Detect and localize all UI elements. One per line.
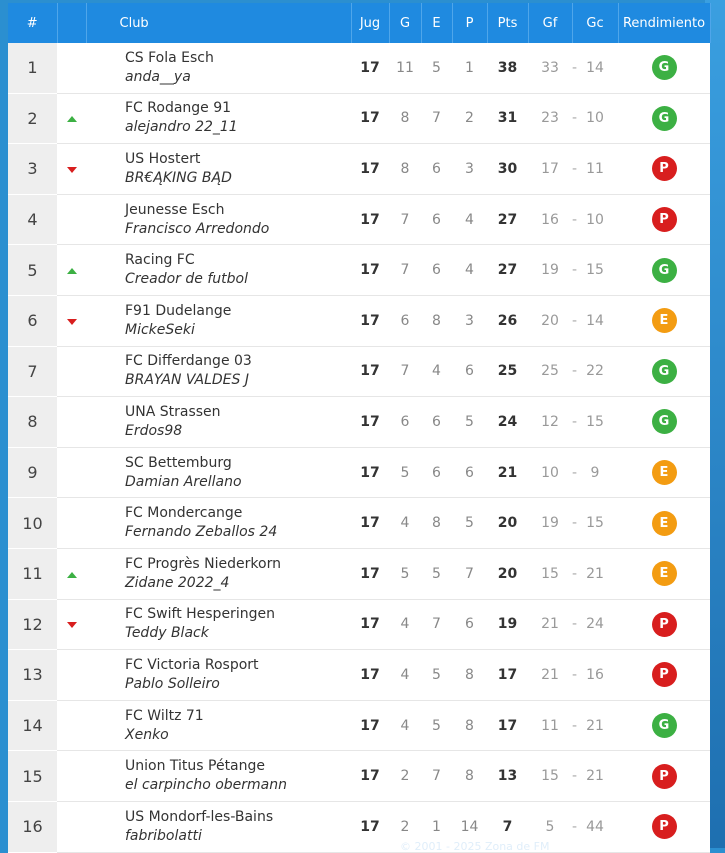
won-cell: 7	[389, 194, 421, 245]
trend-cell	[57, 700, 86, 751]
won-cell: 2	[389, 801, 421, 852]
table-body	[8, 43, 710, 852]
trend-cell	[57, 295, 86, 346]
coach-name[interactable]: Creador de futbol	[125, 271, 248, 288]
drawn-cell: 8	[421, 295, 452, 346]
trend-down-icon	[67, 622, 77, 628]
played-cell: 17	[351, 498, 389, 549]
points-cell: 27	[487, 245, 528, 296]
table-row[interactable]: 12 FC Swift Hesperingen Teddy Black 17 4 7 6 19 21 - 24 P	[8, 599, 710, 650]
table-row[interactable]: 5 Racing FC Creador de futbol 17 7 6 4 27 19 - 15 G	[8, 245, 710, 296]
table-row[interactable]: 14 FC Wiltz 71 Xenko 17 4 5 8 17 11 - 21 G	[8, 700, 710, 751]
coach-name[interactable]: Xenko	[125, 726, 169, 743]
club-cell	[125, 447, 351, 498]
table-row[interactable]: 2 FC Rodange 91 alejandro 22_11 17 8 7 2 31 23 - 10 G	[8, 93, 710, 144]
played-cell: 17	[351, 599, 389, 650]
trend-down-icon	[67, 167, 77, 173]
lost-cell: 5	[452, 397, 487, 448]
drawn-cell: 6	[421, 194, 452, 245]
coach-name[interactable]: Fernando Zeballos 24	[125, 524, 278, 541]
trend-cell	[57, 397, 86, 448]
trend-cell	[57, 498, 86, 549]
lost-cell: 2	[452, 93, 487, 144]
performance-badge: E	[652, 308, 677, 333]
lost-cell: 3	[452, 144, 487, 195]
table-row[interactable]: 1 CS Fola Esch anda__ya 17 11 5 1 38 33 - 14 G	[8, 43, 710, 93]
club-cell	[125, 295, 351, 346]
trend-up-icon	[67, 268, 77, 274]
rendimiento-cell	[618, 43, 710, 93]
drawn-cell: 1	[421, 801, 452, 852]
points-cell: 38	[487, 43, 528, 93]
header-rendimiento[interactable]: Rendimiento	[618, 3, 710, 43]
club-cell	[125, 93, 351, 144]
table-row[interactable]: 10 FC Mondercange Fernando Zeballos 24 17 4 8 5 20 19 - 15 E	[8, 498, 710, 549]
goals-for-cell: 33	[528, 43, 572, 93]
performance-badge: P	[652, 207, 677, 232]
coach-name[interactable]: Pablo Solleiro	[125, 675, 220, 692]
performance-badge: G	[652, 713, 677, 738]
club-name[interactable]: Union Titus Pétange	[125, 758, 266, 775]
goals-against-cell: 44	[572, 801, 618, 852]
points-cell: 17	[487, 700, 528, 751]
drawn-cell: 5	[421, 548, 452, 599]
goals-for-cell: 12	[528, 397, 572, 448]
played-cell: 17	[351, 194, 389, 245]
goals-for-cell: 5	[528, 801, 572, 852]
points-cell: 20	[487, 548, 528, 599]
table-row[interactable]: 7 FC Differdange 03 BRAYAN VALDES J 17 7 4 6 25 25 - 22 G	[8, 346, 710, 397]
club-crest	[86, 295, 125, 346]
position-cell: 13	[8, 650, 57, 701]
goals-for-cell: 10	[528, 447, 572, 498]
trend-cell	[57, 447, 86, 498]
club-name[interactable]: FC Progrès Niederkorn	[125, 555, 281, 572]
table-row[interactable]: 3 US Hostert BR€ĄKING BĄD 17 8 6 3 30 17 - 11 P	[8, 144, 710, 195]
club-crest	[86, 548, 125, 599]
club-crest	[86, 346, 125, 397]
rendimiento-cell	[618, 751, 710, 802]
coach-name[interactable]: Francisco Arredondo	[125, 220, 270, 237]
won-cell: 8	[389, 144, 421, 195]
club-name[interactable]: FC Mondercange	[125, 505, 243, 522]
rendimiento-cell	[618, 700, 710, 751]
points-cell: 20	[487, 498, 528, 549]
points-cell: 30	[487, 144, 528, 195]
goals-for-cell: 19	[528, 245, 572, 296]
rendimiento-cell	[618, 548, 710, 599]
table-row[interactable]: 9 SC Bettemburg Damian Arellano 17 5 6 6 21 10 - 9 E	[8, 447, 710, 498]
trend-cell	[57, 548, 86, 599]
table-row[interactable]: 15 Union Titus Pétange el carpincho obermann 17 2 7 8 13 15 - 21 P	[8, 751, 710, 802]
won-cell: 4	[389, 498, 421, 549]
performance-badge: P	[652, 612, 677, 637]
trend-cell	[57, 245, 86, 296]
coach-name[interactable]: Teddy Black	[125, 625, 209, 642]
club-cell	[125, 43, 351, 93]
coach-name[interactable]: BRAYAN VALDES J	[125, 372, 249, 389]
points-cell: 31	[487, 93, 528, 144]
goals-against-cell: 10	[572, 194, 618, 245]
goals-for-cell: 20	[528, 295, 572, 346]
won-cell: 11	[389, 43, 421, 93]
position-cell: 9	[8, 447, 57, 498]
points-cell: 26	[487, 295, 528, 346]
won-cell: 4	[389, 650, 421, 701]
club-crest	[86, 447, 125, 498]
performance-badge: G	[652, 55, 677, 80]
won-cell: 2	[389, 751, 421, 802]
won-cell: 5	[389, 447, 421, 498]
club-name[interactable]: CS Fola Esch	[125, 49, 214, 66]
club-name[interactable]: FC Rodange 91	[125, 100, 232, 117]
club-crest	[86, 700, 125, 751]
club-cell	[125, 801, 351, 852]
club-crest	[86, 245, 125, 296]
trend-up-icon	[67, 116, 77, 122]
club-name[interactable]: SC Bettemburg	[125, 454, 232, 471]
club-crest	[86, 397, 125, 448]
header-g[interactable]: G	[389, 3, 421, 43]
position-cell: 11	[8, 548, 57, 599]
performance-badge: E	[652, 561, 677, 586]
goals-against-cell: 24	[572, 599, 618, 650]
goals-against-cell: 11	[572, 144, 618, 195]
lost-cell: 4	[452, 245, 487, 296]
club-cell	[125, 700, 351, 751]
rendimiento-cell	[618, 245, 710, 296]
played-cell: 17	[351, 144, 389, 195]
table-row[interactable]: 13 FC Victoria Rosport Pablo Solleiro 17 4 5 8 17 21 - 16 P	[8, 650, 710, 701]
club-crest	[86, 801, 125, 852]
drawn-cell: 6	[421, 447, 452, 498]
goals-against-cell: 15	[572, 245, 618, 296]
won-cell: 4	[389, 700, 421, 751]
won-cell: 4	[389, 599, 421, 650]
club-name[interactable]: F91 Dudelange	[125, 302, 232, 319]
rendimiento-cell	[618, 144, 710, 195]
goals-for-cell: 19	[528, 498, 572, 549]
position-cell: 7	[8, 346, 57, 397]
points-cell: 13	[487, 751, 528, 802]
header-gf[interactable]: Gf	[528, 3, 572, 43]
goals-for-cell: 15	[528, 548, 572, 599]
performance-badge: G	[652, 409, 677, 434]
drawn-cell: 7	[421, 93, 452, 144]
performance-badge: E	[652, 511, 677, 536]
club-crest	[86, 751, 125, 802]
position-cell: 10	[8, 498, 57, 549]
trend-cell	[57, 801, 86, 852]
lost-cell: 1	[452, 43, 487, 93]
goals-for-cell: 17	[528, 144, 572, 195]
performance-badge: P	[652, 662, 677, 687]
played-cell: 17	[351, 751, 389, 802]
played-cell: 17	[351, 447, 389, 498]
drawn-cell: 4	[421, 346, 452, 397]
points-cell: 7	[487, 801, 528, 852]
position-cell: 15	[8, 751, 57, 802]
coach-name[interactable]: MickeSeki	[125, 321, 195, 338]
lost-cell: 8	[452, 650, 487, 701]
trend-cell	[57, 43, 86, 93]
club-crest	[86, 194, 125, 245]
table-row[interactable]: 6 F91 Dudelange MickeSeki 17 6 8 3 26 20 - 14 E	[8, 295, 710, 346]
position-cell: 6	[8, 295, 57, 346]
lost-cell: 8	[452, 751, 487, 802]
goals-for-cell: 11	[528, 700, 572, 751]
header-jug[interactable]: Jug	[351, 3, 389, 43]
coach-name[interactable]: BR€ĄKING BĄD	[125, 169, 232, 186]
trend-up-icon	[67, 572, 77, 578]
header-gc[interactable]: Gc	[572, 3, 618, 43]
rendimiento-cell	[618, 295, 710, 346]
performance-badge: E	[652, 460, 677, 485]
club-crest	[86, 43, 125, 93]
lost-cell: 14	[452, 801, 487, 852]
goals-against-cell: 22	[572, 346, 618, 397]
rendimiento-cell	[618, 346, 710, 397]
position-cell: 16	[8, 801, 57, 852]
club-crest	[86, 93, 125, 144]
rendimiento-cell	[618, 194, 710, 245]
coach-name[interactable]: alejandro 22_11	[125, 119, 238, 136]
played-cell: 17	[351, 801, 389, 852]
goals-against-cell: 9	[572, 447, 618, 498]
goals-against-cell: 21	[572, 700, 618, 751]
goals-for-cell: 16	[528, 194, 572, 245]
lost-cell: 6	[452, 447, 487, 498]
rendimiento-cell	[618, 801, 710, 852]
lost-cell: 5	[452, 498, 487, 549]
performance-badge: P	[652, 764, 677, 789]
coach-name[interactable]: Damian Arellano	[125, 473, 242, 490]
footer-copyright: © 2001 - 2025 Zona de FM	[400, 840, 550, 853]
rendimiento-cell	[618, 447, 710, 498]
goals-against-cell: 15	[572, 498, 618, 549]
won-cell: 7	[389, 346, 421, 397]
goals-against-cell: 14	[572, 295, 618, 346]
trend-cell	[57, 599, 86, 650]
played-cell: 17	[351, 245, 389, 296]
performance-badge: G	[652, 359, 677, 384]
position-cell: 2	[8, 93, 57, 144]
goals-for-cell: 23	[528, 93, 572, 144]
club-name[interactable]: US Mondorf-les-Bains	[125, 808, 274, 825]
lost-cell: 7	[452, 548, 487, 599]
played-cell: 17	[351, 43, 389, 93]
trend-cell	[57, 346, 86, 397]
won-cell: 6	[389, 397, 421, 448]
position-cell: 8	[8, 397, 57, 448]
trend-cell	[57, 93, 86, 144]
club-name[interactable]: UNA Strassen	[125, 403, 221, 420]
points-cell: 25	[487, 346, 528, 397]
goals-against-cell: 10	[572, 93, 618, 144]
played-cell: 17	[351, 346, 389, 397]
goals-against-cell: 14	[572, 43, 618, 93]
rendimiento-cell	[618, 650, 710, 701]
goals-against-cell: 16	[572, 650, 618, 701]
position-cell: 1	[8, 43, 57, 93]
header-club[interactable]: Club	[86, 3, 351, 43]
club-crest	[86, 599, 125, 650]
rendimiento-cell	[618, 93, 710, 144]
lost-cell: 4	[452, 194, 487, 245]
club-cell	[125, 650, 351, 701]
club-cell	[125, 498, 351, 549]
club-name[interactable]: Jeunesse Esch	[125, 201, 225, 218]
club-crest	[86, 650, 125, 701]
club-cell	[125, 245, 351, 296]
coach-name[interactable]: Erdos98	[125, 422, 183, 439]
coach-name[interactable]: Zidane 2022_4	[125, 574, 230, 591]
rendimiento-cell	[618, 498, 710, 549]
table-row[interactable]: 8 UNA Strassen Erdos98 17 6 6 5 24 12 - 15 G	[8, 397, 710, 448]
club-cell	[125, 346, 351, 397]
club-crest	[86, 498, 125, 549]
trend-cell	[57, 751, 86, 802]
club-name[interactable]: US Hostert	[125, 150, 201, 167]
trend-cell	[57, 650, 86, 701]
drawn-cell: 6	[421, 397, 452, 448]
rendimiento-cell	[618, 599, 710, 650]
goals-against-cell: 15	[572, 397, 618, 448]
played-cell: 17	[351, 93, 389, 144]
won-cell: 7	[389, 245, 421, 296]
club-name[interactable]: Racing FC	[125, 252, 195, 269]
club-cell	[125, 751, 351, 802]
points-cell: 21	[487, 447, 528, 498]
coach-name[interactable]: el carpincho obermann	[125, 777, 288, 794]
trend-cell	[57, 144, 86, 195]
header-e[interactable]: E	[421, 3, 452, 43]
coach-name[interactable]: fabribolatti	[125, 827, 202, 844]
lost-cell: 3	[452, 295, 487, 346]
club-cell	[125, 397, 351, 448]
club-name[interactable]: FC Wiltz 71	[125, 707, 204, 724]
trend-cell	[57, 194, 86, 245]
table-row[interactable]: 11 FC Progrès Niederkorn Zidane 2022_4 17 5 5 7 20 15 - 21 E	[8, 548, 710, 599]
header-pos[interactable]: #	[8, 3, 57, 43]
header-p[interactable]: P	[452, 3, 487, 43]
position-cell: 14	[8, 700, 57, 751]
club-cell	[125, 599, 351, 650]
performance-badge: G	[652, 258, 677, 283]
table-header	[8, 3, 710, 43]
performance-badge: P	[652, 156, 677, 181]
header-pts[interactable]: Pts	[487, 3, 528, 43]
points-cell: 17	[487, 650, 528, 701]
won-cell: 5	[389, 548, 421, 599]
drawn-cell: 8	[421, 498, 452, 549]
points-cell: 27	[487, 194, 528, 245]
played-cell: 17	[351, 397, 389, 448]
header-trend	[57, 3, 86, 43]
position-cell: 12	[8, 599, 57, 650]
goals-for-cell: 15	[528, 751, 572, 802]
rendimiento-cell	[618, 397, 710, 448]
goals-for-cell: 21	[528, 650, 572, 701]
club-name[interactable]: FC Victoria Rosport	[125, 656, 259, 673]
drawn-cell: 5	[421, 650, 452, 701]
drawn-cell: 6	[421, 245, 452, 296]
won-cell: 6	[389, 295, 421, 346]
points-cell: 24	[487, 397, 528, 448]
drawn-cell: 7	[421, 599, 452, 650]
points-cell: 19	[487, 599, 528, 650]
lost-cell: 6	[452, 346, 487, 397]
lost-cell: 6	[452, 599, 487, 650]
goals-for-cell: 21	[528, 599, 572, 650]
coach-name[interactable]: anda__ya	[125, 68, 191, 85]
position-cell: 4	[8, 194, 57, 245]
club-cell	[125, 144, 351, 195]
drawn-cell: 6	[421, 144, 452, 195]
table-row[interactable]: 16 US Mondorf-les-Bains fabribolatti 17 2 1 14 7 5 - 44 P	[8, 801, 710, 852]
table-row[interactable]: 4 Jeunesse Esch Francisco Arredondo 17 7 6 4 27 16 - 10 P	[8, 194, 710, 245]
goals-against-cell: 21	[572, 548, 618, 599]
performance-badge: G	[652, 106, 677, 131]
trend-down-icon	[67, 319, 77, 325]
performance-badge: P	[652, 814, 677, 839]
club-name[interactable]: FC Differdange 03	[125, 353, 252, 370]
club-crest	[86, 144, 125, 195]
drawn-cell: 5	[421, 43, 452, 93]
club-cell	[125, 194, 351, 245]
played-cell: 17	[351, 650, 389, 701]
played-cell: 17	[351, 548, 389, 599]
goals-for-cell: 25	[528, 346, 572, 397]
position-cell: 5	[8, 245, 57, 296]
lost-cell: 8	[452, 700, 487, 751]
club-cell	[125, 548, 351, 599]
goals-against-cell: 21	[572, 751, 618, 802]
drawn-cell: 7	[421, 751, 452, 802]
position-cell: 3	[8, 144, 57, 195]
played-cell: 17	[351, 700, 389, 751]
drawn-cell: 5	[421, 700, 452, 751]
standings-table	[8, 3, 710, 853]
won-cell: 8	[389, 93, 421, 144]
club-name[interactable]: FC Swift Hesperingen	[125, 606, 275, 623]
played-cell: 17	[351, 295, 389, 346]
